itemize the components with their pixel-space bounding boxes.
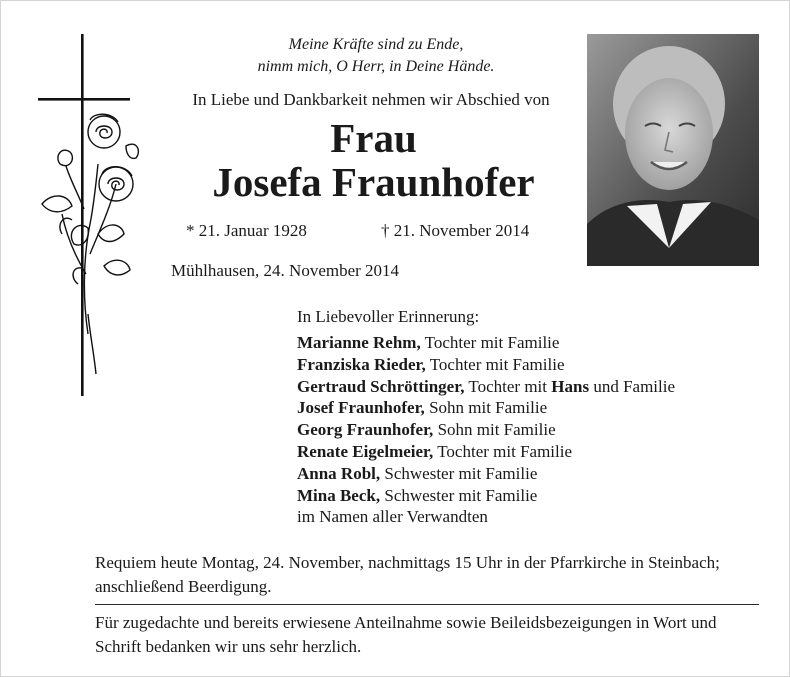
mourner-suffix: und Familie — [589, 376, 676, 396]
cross-with-roses-icon — [38, 34, 148, 396]
list-item — [297, 485, 675, 507]
mourner-name: Anna Robl, — [297, 463, 381, 483]
mourner-name: Georg Fraunhofer, — [297, 420, 434, 440]
poem-line: Meine Kräfte sind zu Ende, — [288, 36, 464, 53]
mourner-name: Renate Eigelmeier, — [297, 441, 434, 461]
list-item — [297, 376, 675, 398]
deceased-name: Josefa Fraunhofer — [212, 159, 535, 205]
mourner-partner: Hans — [551, 376, 590, 396]
mourner-name: Franziska Rieder, — [297, 354, 426, 374]
mourner-relation: Sohn mit Familie — [433, 420, 556, 440]
list-item — [297, 354, 675, 376]
mourner-name: Josef Fraunhofer, — [297, 398, 425, 418]
mourner-relation: Tochter mit Familie — [425, 354, 565, 374]
mourner-relation: Tochter mit — [464, 376, 552, 396]
thanks-text: Für zugedachte und bereits erwiesene Anteilnahme sowie Beileidsbezeigungen in Wort und Schrift bedanken wir uns sehr herzlich. — [95, 613, 717, 656]
list-item — [297, 463, 675, 485]
mourner-name: Gertraud Schröttinger, — [297, 376, 465, 396]
death-date: † 21. November 2014 — [381, 221, 530, 240]
mourner-relation: Tochter mit Familie — [420, 333, 560, 352]
mourner-name: Mina Beck, — [297, 485, 381, 505]
mourner-relation: Sohn mit Familie — [424, 398, 548, 418]
memorial-heading: In Liebevoller Erinnerung: — [297, 307, 480, 326]
portrait-photo — [587, 34, 759, 266]
divider — [95, 604, 759, 605]
poem — [171, 34, 581, 78]
list-item — [297, 397, 675, 419]
mourner-name: Marianne Rehm, — [297, 333, 421, 352]
mourner-relation: Schwester mit Familie — [380, 463, 538, 483]
birth-date: * 21. Januar 1928 — [186, 221, 307, 240]
mourner-relation: Tochter mit Familie — [433, 441, 573, 461]
requiem-text: Requiem heute Montag, 24. November, nachmittags 15 Uhr in der Pfarrkirche in Steinbach; anschließend Beerdigung. — [95, 553, 720, 596]
salutation: Frau — [330, 115, 417, 161]
list-item — [297, 332, 675, 354]
place-date: Mühlhausen, 24. November 2014 — [171, 261, 400, 280]
list-item — [297, 419, 675, 441]
poem-line: nimm mich, O Herr, in Deine Hände. — [257, 58, 495, 75]
mourner-relation: Schwester mit Familie — [380, 485, 538, 505]
intro-text: In Liebe und Dankbarkeit nehmen wir Abschied von — [192, 90, 550, 109]
mourners-list — [297, 332, 675, 528]
closing-line: im Namen aller Verwandten — [297, 507, 488, 527]
list-item — [297, 441, 675, 463]
